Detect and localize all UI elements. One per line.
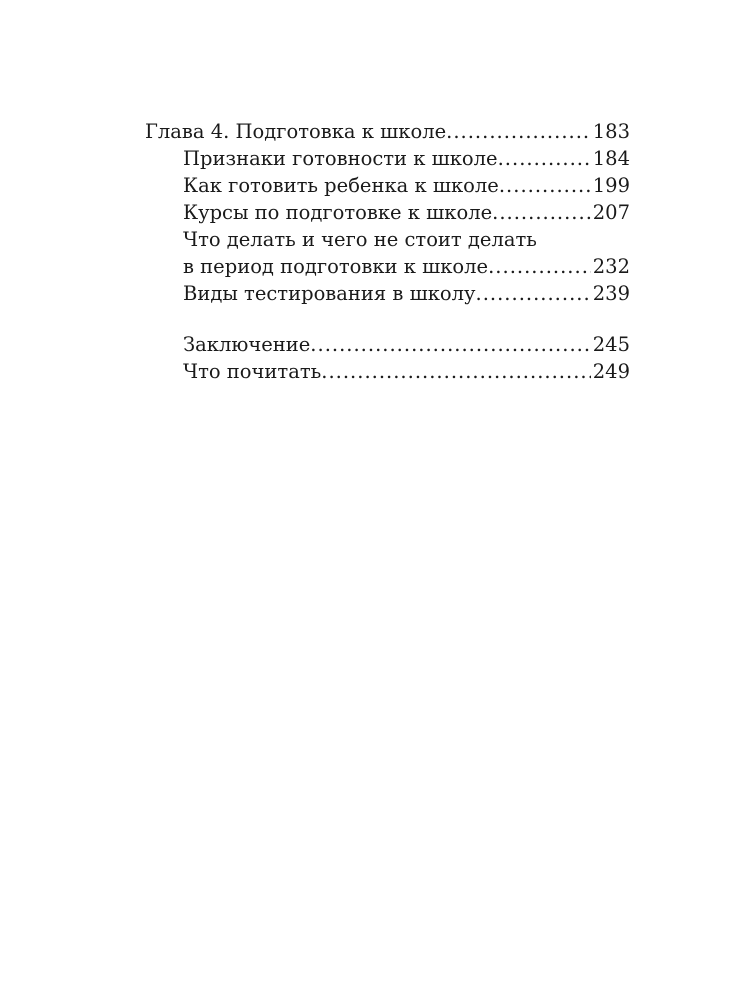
toc-entry-page: 207 <box>592 201 630 224</box>
toc-entry-page: 239 <box>592 282 630 305</box>
toc-backmatter-entry <box>145 331 630 358</box>
toc-section-entry <box>145 145 630 172</box>
toc-chapter-entry <box>145 118 630 145</box>
toc-entry-page: 183 <box>592 120 630 143</box>
dot-leader <box>476 280 591 307</box>
toc-entry-page: 245 <box>592 333 630 356</box>
toc-section-entry-line1 <box>145 226 630 253</box>
toc-entry-title: Что почитать <box>183 360 322 383</box>
toc-section-entry <box>145 172 630 199</box>
section-gap <box>145 307 630 331</box>
toc-entry-title: Курсы по подготовке к школе <box>183 201 493 224</box>
toc-entry-title: Заключение <box>183 333 311 356</box>
dot-leader <box>499 172 591 199</box>
toc-entry-title: Что делать и чего не стоит делать <box>183 228 537 251</box>
dot-leader <box>446 118 591 145</box>
toc-entry-page: 249 <box>592 360 630 383</box>
dot-leader <box>498 145 591 172</box>
toc-entry-title: Как готовить ребенка к школе <box>183 174 499 197</box>
toc-entry-page: 232 <box>592 255 630 278</box>
table-of-contents <box>145 118 630 385</box>
toc-backmatter-entry <box>145 358 630 385</box>
dot-leader <box>488 253 591 280</box>
toc-entry-title: Признаки готовности к школе <box>183 147 498 170</box>
toc-section-entry <box>145 199 630 226</box>
toc-section-entry <box>145 253 630 280</box>
toc-entry-title: Глава 4. Подготовка к школе <box>145 120 447 143</box>
toc-entry-page: 184 <box>592 147 630 170</box>
dot-leader <box>492 199 591 226</box>
dot-leader <box>310 331 590 358</box>
dot-leader <box>321 358 591 385</box>
toc-section-entry <box>145 280 630 307</box>
toc-entry-title: в период подготовки к школе <box>183 255 489 278</box>
toc-entry-title: Виды тестирования в школу <box>183 282 476 305</box>
toc-entry-page: 199 <box>592 174 630 197</box>
